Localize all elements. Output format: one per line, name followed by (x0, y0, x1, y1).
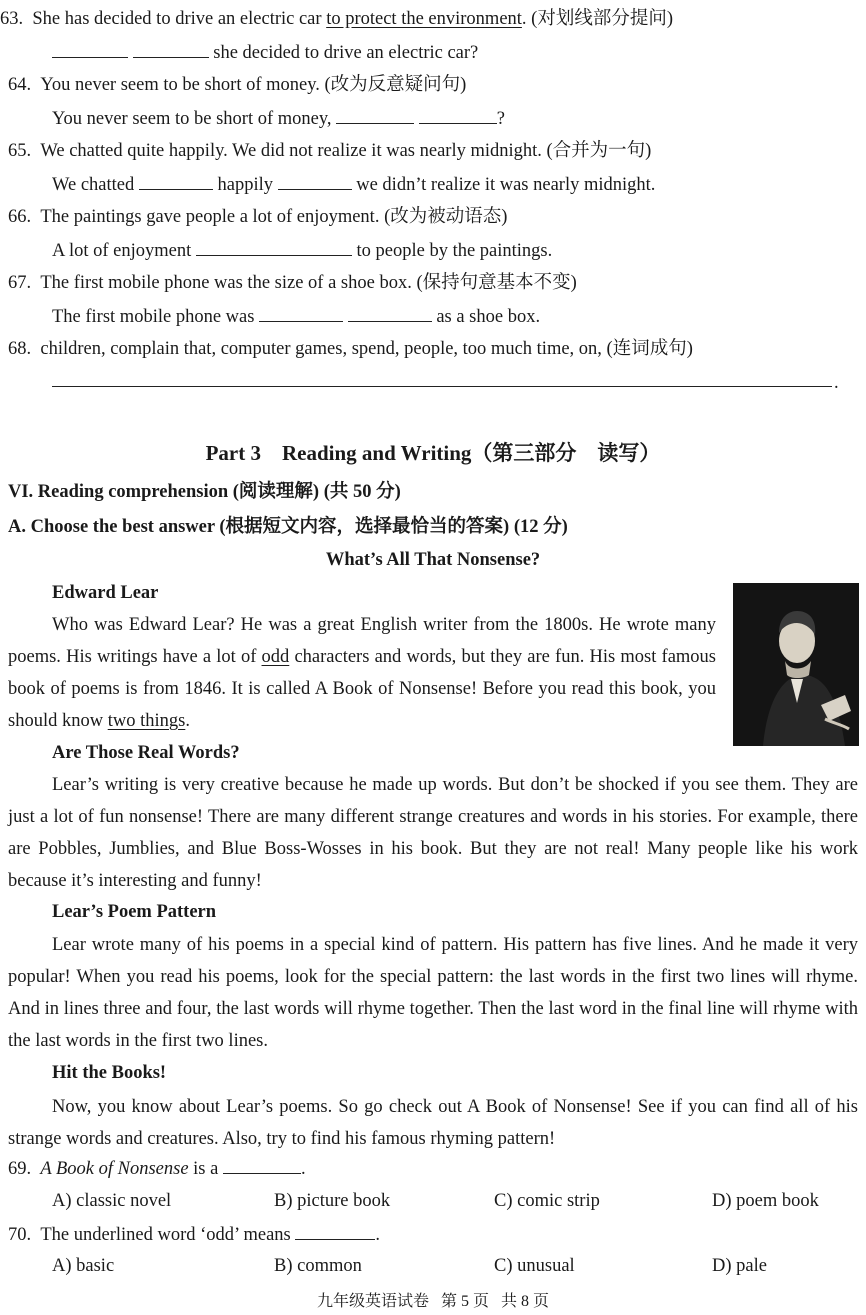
q65-line2-b: happily (212, 175, 278, 195)
answer-blank[interactable] (348, 304, 432, 322)
section-heading-poem-pattern: Lear’s Poem Pattern (52, 902, 217, 922)
q66-number: 66. (8, 207, 32, 227)
q70-option-d[interactable]: D) pale (712, 1256, 767, 1276)
q70-option-a[interactable]: A) basic (52, 1256, 115, 1276)
q63-line2-text: she decided to drive an electric car? (208, 43, 479, 63)
q69-end: . (300, 1159, 306, 1179)
q63-underlined: to protect the environment (326, 9, 522, 29)
q64-text: You never seem to be short of money. (改为反意疑问句) (40, 75, 467, 95)
q70-end: . (375, 1225, 380, 1245)
answer-blank[interactable] (295, 1222, 375, 1240)
section-vi-heading: VI. Reading comprehension (阅读理解) (共 50 分) (8, 482, 401, 502)
q69-option-c[interactable]: C) comic strip (494, 1191, 600, 1211)
q70-option-c[interactable]: C) unusual (494, 1256, 575, 1276)
q63-text-a: She has decided to drive an electric car (32, 9, 327, 29)
para4-text: Now, you know about Lear’s poems. So go check out A Book of Nonsense! See if you can find all of his strange words and creatures. Also, try to find his famous rhyming pattern! (8, 1097, 858, 1149)
q69-book-title: A Book of Nonsense (40, 1159, 189, 1179)
q70-option-b[interactable]: B) common (274, 1256, 362, 1276)
q70-stem (8, 1222, 380, 1247)
edward-lear-portrait (733, 583, 859, 746)
q68-line1 (8, 337, 693, 361)
answer-blank[interactable] (223, 1156, 301, 1174)
underlined-odd: odd (261, 647, 290, 667)
section-a-heading: A. Choose the best answer (根据短文内容，选择最恰当的答案) (12 分) (8, 517, 568, 537)
para1-text-a: Who was Edward Lear? He was a great English writer from the 1800s. He wrote many poems. His writings have a lot of (8, 615, 716, 667)
q70-stem-text: The underlined word ‘odd’ means (40, 1225, 296, 1245)
q67-text: The first mobile phone was the size of a shoe box. (保持句意基本不变) (40, 273, 577, 293)
para1-text-b: characters and words, but they are fun. His most famous book of poems is from 1846. It is called A Book of Nonsense! Before you read this book, you should know (8, 647, 716, 731)
answer-blank[interactable] (336, 106, 414, 124)
q69-option-b[interactable]: B) picture book (274, 1191, 391, 1211)
q67-line2-b: as a shoe box. (431, 307, 541, 327)
q67-line2-a: The first mobile phone was (52, 307, 260, 327)
q68-answer-line[interactable] (52, 386, 832, 387)
q69-number: 69. (8, 1159, 32, 1179)
q66-line2-a: A lot of enjoyment (52, 241, 196, 261)
answer-blank[interactable] (196, 238, 352, 256)
q68-end: . (834, 373, 839, 393)
q65-line1 (8, 139, 651, 163)
q63-text-b: . (对划线部分提问) (521, 9, 673, 29)
q63-number: 63. (0, 9, 24, 29)
q65-line2 (52, 172, 655, 197)
section-heading-edward-lear: Edward Lear (52, 583, 159, 603)
paragraph-edward-lear (8, 609, 716, 737)
answer-blank[interactable] (419, 106, 497, 124)
q66-line1 (8, 205, 507, 229)
q68-number: 68. (8, 339, 32, 359)
q65-line2-a: We chatted (52, 175, 139, 195)
paragraph-real-words (8, 769, 858, 897)
underlined-two-things: two things (107, 711, 186, 731)
q66-line2 (52, 238, 552, 263)
q70-number: 70. (8, 1225, 32, 1245)
q69-stem-text: is a (188, 1159, 223, 1179)
q69-stem (8, 1156, 306, 1181)
part3-title: Part 3 Reading and Writing（第三部分 读写） (205, 441, 661, 465)
para2-text: Lear’s writing is very creative because he made up words. But don’t be shocked if you see them. They are just a lot of fun nonsense! There are many different strange creatures and words in his stories. For example, there are Pobbles, Jumblies, and Blue Boss-Wosses in his book. But they are not real! Many people like his work because it’s interesting and funny! (8, 775, 858, 891)
answer-blank[interactable] (133, 40, 209, 58)
q63-line2 (52, 40, 478, 65)
q67-line1 (8, 271, 577, 295)
q64-end: ? (496, 109, 505, 129)
section-heading-real-words: Are Those Real Words? (52, 743, 240, 763)
answer-blank[interactable] (259, 304, 343, 322)
q64-number: 64. (8, 75, 32, 95)
q65-text: We chatted quite happily. We did not realize it was nearly midnight. (合并为一句) (40, 141, 652, 161)
section-heading-hit-the-books: Hit the Books! (52, 1063, 167, 1083)
page-footer: 九年级英语试卷 第 5 页 共 8 页 (316, 1293, 549, 1310)
q64-line1 (8, 73, 466, 97)
article-title: What’s All That Nonsense? (325, 550, 541, 570)
q64-line2-text: You never seem to be short of money, (52, 109, 337, 129)
answer-blank[interactable] (278, 172, 352, 190)
q67-number: 67. (8, 273, 32, 293)
paragraph-poem-pattern (8, 929, 858, 1057)
q69-option-a[interactable]: A) classic novel (52, 1191, 172, 1211)
para3-text: Lear wrote many of his poems in a special kind of pattern. His pattern has five lines. And he made it very popular! When you read his poems, look for the special pattern: the last words in the first two lines will rhyme. And in lines three and four, the last words will rhyme together. Then the last word in the final line will rhyme with the last words in the first two lines. (8, 935, 858, 1051)
answer-blank[interactable] (139, 172, 213, 190)
q63-line1 (0, 7, 673, 31)
q67-line2 (52, 304, 540, 329)
paragraph-hit-the-books (8, 1091, 858, 1155)
q64-line2 (52, 106, 505, 131)
answer-blank[interactable] (52, 40, 128, 58)
q65-line2-c: we didn’t realize it was nearly midnight. (351, 175, 656, 195)
q66-text: The paintings gave people a lot of enjoyment. (改为被动语态) (40, 207, 508, 227)
q65-number: 65. (8, 141, 32, 161)
q69-option-d[interactable]: D) poem book (712, 1191, 819, 1211)
q66-line2-b: to people by the paintings. (351, 241, 553, 261)
q68-text: children, complain that, computer games, spend, people, too much time, on, (连词成句) (40, 339, 693, 359)
para1-text-c: . (185, 711, 190, 731)
